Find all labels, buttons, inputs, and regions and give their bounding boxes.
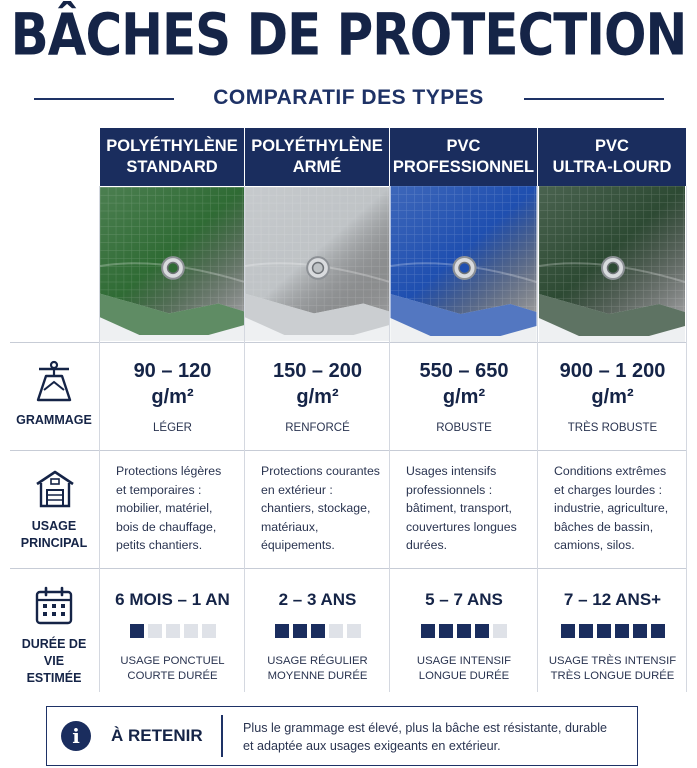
duree-level-segment <box>561 624 575 638</box>
column-header-line2: ARMÉ <box>292 158 342 176</box>
usage-line: matériaux, <box>261 519 319 534</box>
duree-level-segment <box>347 624 361 638</box>
column-header-line1: PVC <box>595 137 629 155</box>
duree-value: 2 – 3 ANS <box>278 590 357 609</box>
row-separator <box>10 568 687 569</box>
row-label-duree <box>10 636 98 687</box>
duree-note-line2: COURTE DURÉE <box>127 670 218 682</box>
grammage-range: 550 – 650 <box>419 360 509 382</box>
usage-text <box>406 462 536 555</box>
grammage-note: LÉGER <box>153 422 192 434</box>
usage-line: bâtiment, transport, <box>406 501 512 515</box>
usage-line: bâches de bassin, <box>554 519 654 534</box>
usage-line: Conditions extrêmes <box>554 464 667 478</box>
duree-note <box>100 654 245 684</box>
usage-line: durées. <box>406 538 448 552</box>
duree-note <box>390 654 538 684</box>
row-label-duree-line2: ESTIMÉE <box>26 671 82 685</box>
warehouse-icon <box>34 468 76 515</box>
grammage-value <box>538 358 687 410</box>
usage-line: Protections courantes <box>261 464 380 478</box>
row-label-usage <box>10 518 98 552</box>
usage-text <box>261 462 388 555</box>
retenir-label: À RETENIR <box>111 726 203 745</box>
grammage-unit: g/m² <box>442 386 486 408</box>
row-separator <box>10 342 687 343</box>
duree-note <box>538 654 687 684</box>
duree-level-segment <box>293 624 307 638</box>
duree-note <box>245 654 390 684</box>
grammage-value <box>100 358 245 410</box>
usage-line: chantiers, stockage, <box>261 501 371 515</box>
duree-level-segment <box>166 624 180 638</box>
duree-level-segment <box>421 624 435 638</box>
duree-note-line2: LONGUE DURÉE <box>418 670 510 682</box>
usage-line: bois de chauffage, <box>116 519 217 534</box>
grammage-value <box>245 358 390 410</box>
grammage-note: ROBUSTE <box>436 422 492 434</box>
duree-level-segment <box>633 624 647 638</box>
usage-line: mobilier, matériel, <box>116 501 213 515</box>
duree-level-segment <box>329 624 343 638</box>
usage-line: camions, silos. <box>554 538 635 552</box>
column-header <box>245 128 389 186</box>
duree-note-line1: USAGE RÉGULIER <box>267 655 368 667</box>
column-header <box>100 128 244 186</box>
duree-level-bars <box>130 624 216 638</box>
duree-value: 7 – 12 ANS+ <box>563 590 662 609</box>
duree-level-segment <box>651 624 665 638</box>
row-label-duree-line1: DURÉE DE VIE <box>21 637 87 668</box>
duree-note-line1: USAGE TRÈS INTENSIF <box>548 655 677 667</box>
grammage-unit: g/m² <box>296 386 339 408</box>
duree-level-segment <box>475 624 489 638</box>
tarp-image <box>245 186 389 342</box>
column-header-line2: STANDARD <box>126 158 218 176</box>
column-header <box>538 128 686 186</box>
duree-level-bars <box>275 624 361 638</box>
column-header-line2: PROFESSIONNEL <box>392 158 535 176</box>
subtitle: COMPARATIF DES TYPES <box>213 86 484 109</box>
page-title: BÂCHES DE PROTECTION <box>10 1 687 69</box>
retenir-text-line1: Plus le grammage est élevé, plus la bâche est résistante, durable <box>243 721 608 735</box>
grammage-range: 150 – 200 <box>273 360 362 382</box>
duree-note-line1: USAGE INTENSIF <box>416 655 512 667</box>
usage-line: professionnels : <box>406 482 493 497</box>
row-label-usage-line1: USAGE <box>31 519 77 533</box>
duree-note-line2: MOYENNE DURÉE <box>267 670 368 682</box>
grammage-value <box>390 358 538 410</box>
retenir-box <box>46 706 638 766</box>
duree-level-segment <box>184 624 198 638</box>
grammage-unit: g/m² <box>151 386 194 408</box>
grammage-note: TRÈS ROBUSTE <box>567 422 658 434</box>
duree-level-segment <box>579 624 593 638</box>
duree-level-segment <box>597 624 611 638</box>
duree-level-segment <box>457 624 471 638</box>
grammage-range: 900 – 1 200 <box>559 360 666 382</box>
usage-text <box>554 462 685 555</box>
column-header-line1: POLYÉTHYLÈNE <box>106 137 238 155</box>
retenir-text-line2: et adaptée aux usages exigeants en extérieur. <box>243 739 501 753</box>
column-separator <box>99 186 100 692</box>
usage-text <box>116 462 243 555</box>
column-header-line1: POLYÉTHYLÈNE <box>251 137 383 155</box>
column-separator <box>389 186 390 692</box>
usage-line: Protections légères <box>116 464 222 478</box>
usage-line: et charges lourdes : <box>554 482 663 497</box>
usage-line: équipements. <box>261 538 335 552</box>
duree-level-segment <box>275 624 289 638</box>
usage-line: et temporaires : <box>116 482 202 497</box>
column-header <box>390 128 537 186</box>
duree-level-bars <box>421 624 507 638</box>
duree-value: 6 MOIS – 1 AN <box>115 590 230 609</box>
duree-level-segment <box>130 624 144 638</box>
grammage-range: 90 – 120 <box>133 360 212 382</box>
column-separator <box>686 186 687 692</box>
grammage-unit: g/m² <box>591 386 634 408</box>
row-separator <box>10 450 687 451</box>
tarp-image <box>538 186 686 342</box>
retenir-separator <box>221 715 223 757</box>
info-icon: i <box>61 721 91 751</box>
usage-line: industrie, agriculture, <box>554 501 669 515</box>
duree-level-segment <box>439 624 453 638</box>
column-separator <box>244 186 245 692</box>
calendar-icon <box>34 586 74 631</box>
tarp-image <box>100 186 244 342</box>
comparison-table <box>10 128 687 694</box>
usage-line: couvertures longues <box>406 519 517 534</box>
duree-level-segment <box>615 624 629 638</box>
duree-level-segment <box>148 624 162 638</box>
column-header-line1: PVC <box>446 137 481 155</box>
column-separator <box>537 186 538 692</box>
weight-scale-icon <box>34 360 74 409</box>
retenir-text <box>243 719 633 755</box>
duree-level-segment <box>311 624 325 638</box>
column-header-line2: ULTRA-LOURD <box>552 158 672 176</box>
duree-level-bars <box>561 624 665 638</box>
duree-value: 5 – 7 ANS <box>425 590 503 609</box>
duree-level-segment <box>202 624 216 638</box>
subtitle-row <box>0 84 697 114</box>
row-label-usage-line2: PRINCIPAL <box>20 536 88 550</box>
tarp-image <box>390 186 537 342</box>
grammage-note: RENFORCÉ <box>285 422 350 434</box>
duree-note-line2: TRÈS LONGUE DURÉE <box>550 670 675 682</box>
row-label-grammage: GRAMMAGE <box>16 413 92 427</box>
usage-line: petits chantiers. <box>116 538 203 552</box>
usage-line: en extérieur : <box>261 482 333 497</box>
duree-level-segment <box>493 624 507 638</box>
duree-note-line1: USAGE PONCTUEL <box>120 655 225 667</box>
usage-line: Usages intensifs <box>406 464 497 478</box>
